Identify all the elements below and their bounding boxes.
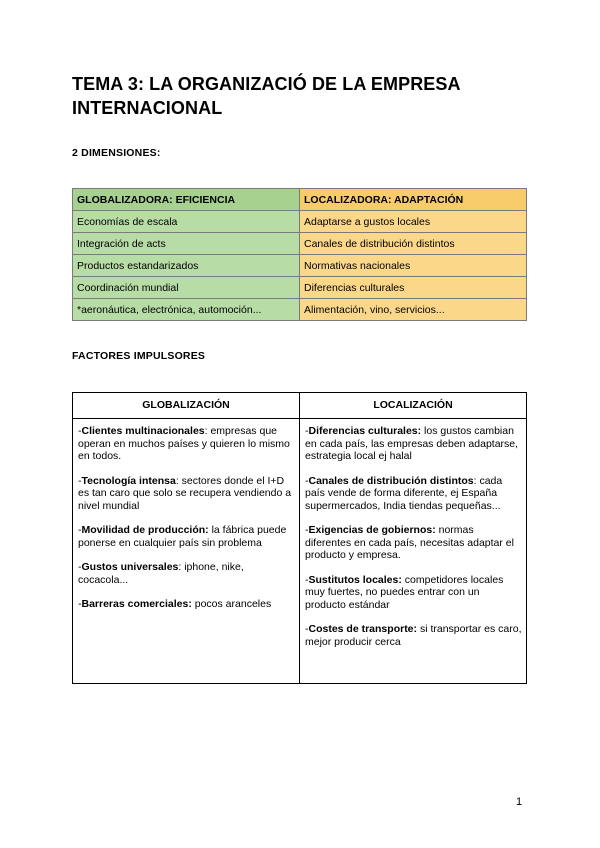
factors-body-row (73, 419, 527, 684)
factor-text: : iphone, nike, cocacola... (78, 561, 244, 586)
table-row (73, 233, 527, 255)
factor-text: la fábrica puede ponerse en cualquier país sin problema (78, 524, 287, 549)
table-row (73, 255, 527, 277)
factors-header-globalization: GLOBALIZACIÓN (73, 393, 300, 419)
list-item: -Tecnología intensa: sectores donde el I+D es tan caro que solo se recupera vendiendo a nivel mundial (78, 474, 292, 512)
list-item: -Costes de transporte: si transportar es caro, mejor producir cerca (305, 623, 522, 648)
table-row (73, 211, 527, 233)
factor-term: Movilidad de producción: (81, 524, 209, 536)
dimensions-table (72, 188, 527, 321)
dimensions-heading: 2 DIMENSIONES: (72, 147, 161, 159)
factor-term: Barreras comerciales: (81, 598, 192, 610)
factor-term: Sustitutos locales: (308, 573, 402, 586)
list-item: -Barreras comerciales: pocos aranceles (78, 598, 272, 610)
list-item: -Movilidad de producción: la fábrica puede ponerse en cualquier país sin problema (78, 524, 287, 549)
factor-term: Exigencias de gobiernos: (308, 524, 436, 536)
factors-header-row (73, 393, 527, 419)
factors-header-localization: LOCALIZACIÓN (300, 393, 527, 419)
dimensions-cell-global: *aeronáutica, electrónica, automoción... (73, 299, 300, 321)
list-item: -Clientes multinacionales: empresas que operan en muchos países y quieren lo mismo en todos. (78, 425, 290, 462)
factor-text: competidores locales muy fuertes, no puedes entrar con un producto estándar (305, 573, 504, 611)
dimensions-header-global: GLOBALIZADORA: EFICIENCIA (73, 189, 300, 211)
factor-text: : sectores donde el I+D es tan caro que solo se recupera vendiendo a nivel mundial (78, 474, 292, 512)
dimensions-cell-local: Alimentación, vino, servicios... (300, 299, 527, 321)
page-title: TEMA 3: LA ORGANIZACIÓ DE LA EMPRESA INTERNACIONAL (72, 74, 460, 118)
factor-text: normas diferentes en cada país, necesitas adaptar el producto y empresa. (305, 524, 514, 561)
dimensions-cell-local: Adaptarse a gustos locales (300, 211, 527, 233)
dimensions-cell-local: Canales de distribución distintos (300, 233, 527, 255)
list-item: -Sustitutos locales: competidores locales muy fuertes, no puedes entrar con un producto estándar (305, 573, 504, 611)
factor-text: pocos aranceles (191, 598, 272, 610)
factor-term: Gustos universales (81, 561, 179, 573)
list-item: -Exigencias de gobiernos: normas diferentes en cada país, necesitas adaptar el producto y empresa. (305, 524, 514, 561)
factors-table (72, 392, 527, 684)
table-row (73, 299, 527, 321)
dimensions-cell-global: Productos estandarizados (73, 255, 300, 277)
list-item: -Diferencias culturales: los gustos cambian en cada país, las empresas deben adaptarse, estrategia local ej halal (305, 425, 519, 462)
dimensions-cell-local: Diferencias culturales (300, 277, 527, 299)
factor-text: : cada país vende de forma diferente, ej España supermercados, India tiendas pequeñas... (305, 474, 503, 512)
factor-term: Diferencias culturales: (308, 425, 422, 437)
factor-term: Tecnología intensa (81, 474, 176, 487)
table-row (73, 277, 527, 299)
factor-text: si transportar es caro, mejor producir cerca (305, 623, 522, 648)
page-number: 1 (516, 796, 523, 808)
dimensions-cell-global: Integración de acts (73, 233, 300, 255)
factor-term: Clientes multinacionales (81, 425, 205, 437)
factor-term: Canales de distribución distintos (308, 474, 474, 487)
globalization-factors-cell (73, 419, 300, 684)
dimensions-header-row (73, 189, 527, 211)
dimensions-header-local: LOCALIZADORA: ADAPTACIÓN (300, 189, 527, 211)
dimensions-cell-global: Coordinación mundial (73, 277, 300, 299)
localization-factors-cell (300, 419, 527, 684)
dimensions-cell-global: Economías de escala (73, 211, 300, 233)
list-item: -Gustos universales: iphone, nike, cocacola... (78, 561, 244, 586)
list-item: -Canales de distribución distintos: cada país vende de forma diferente, ej España supermercados, India tiendas pequeñas... (305, 474, 503, 512)
factors-heading: FACTORES IMPULSORES (72, 350, 206, 362)
factor-text: los gustos cambian en cada país, las empresas deben adaptarse, estrategia local ej halal (305, 425, 519, 462)
factor-text: : empresas que operan en muchos países y quieren lo mismo en todos. (78, 425, 290, 462)
dimensions-cell-local: Normativas nacionales (300, 255, 527, 277)
factor-term: Costes de transporte: (308, 623, 418, 635)
